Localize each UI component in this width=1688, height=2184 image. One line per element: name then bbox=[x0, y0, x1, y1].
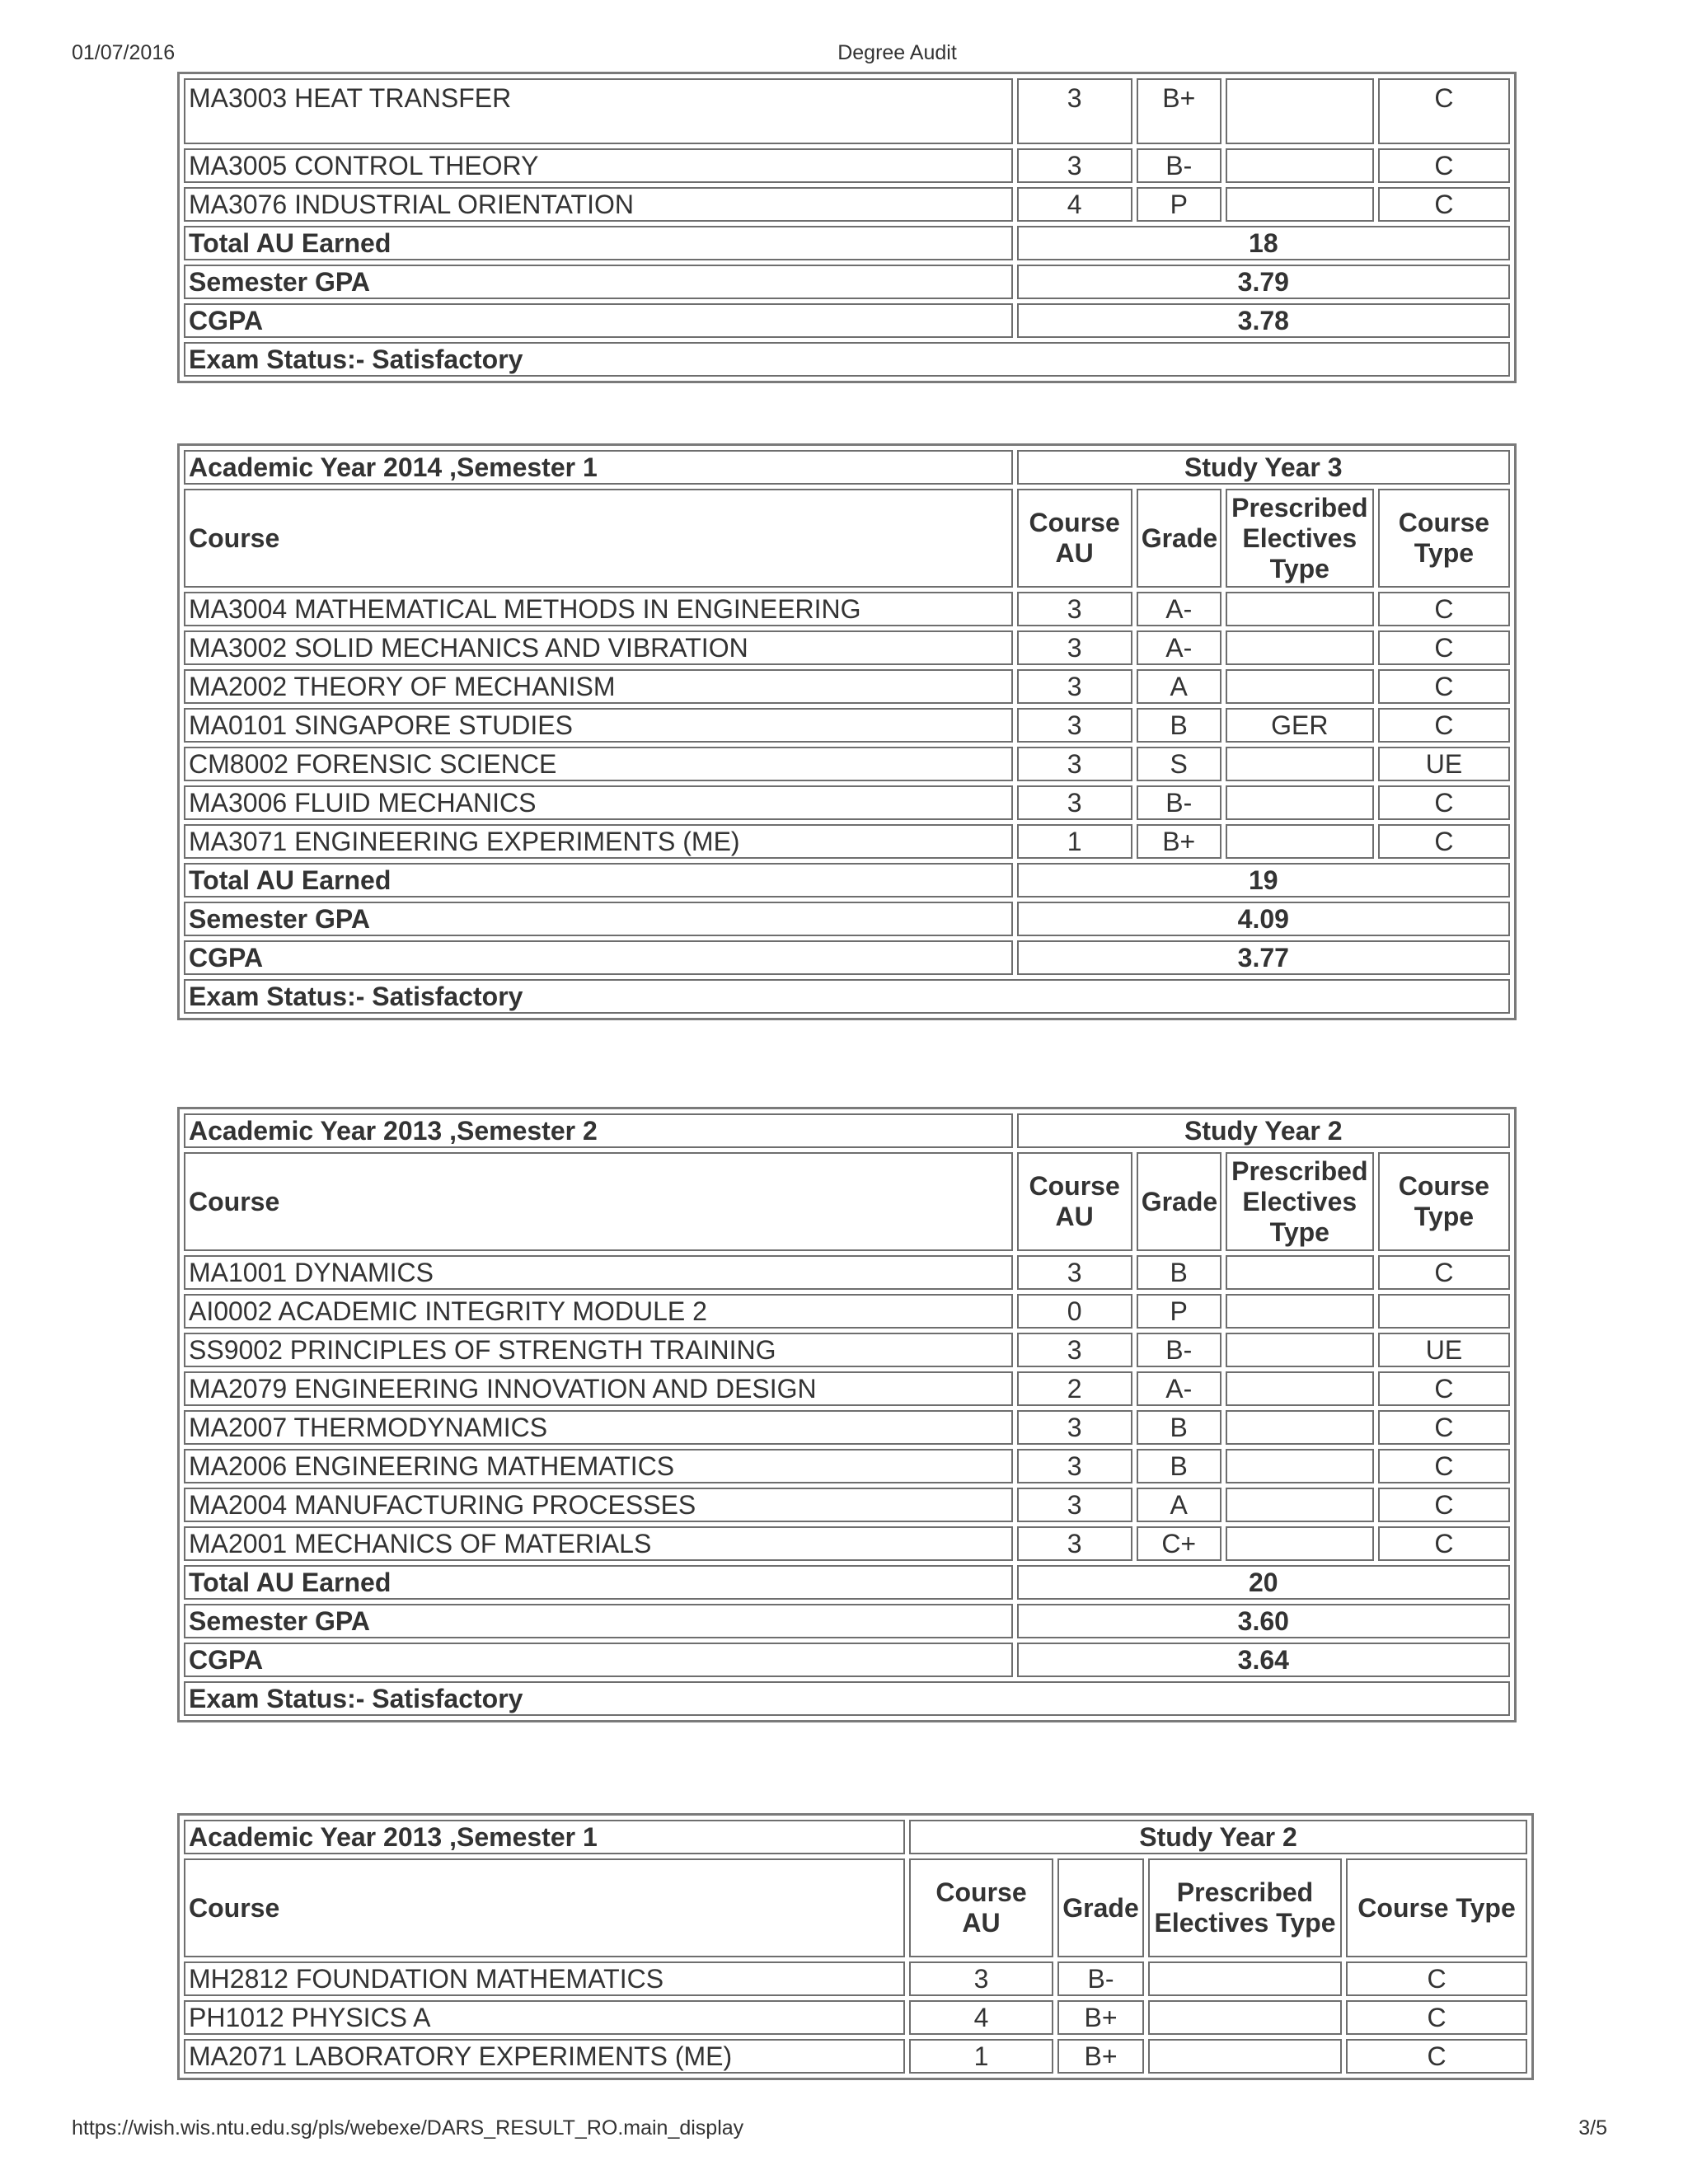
course-type: C bbox=[1346, 1961, 1527, 1996]
course-grade: A- bbox=[1137, 1371, 1221, 1406]
course-au: 3 bbox=[1017, 1333, 1132, 1367]
course-name: MA3004 MATHEMATICAL METHODS IN ENGINEERING bbox=[184, 592, 1013, 626]
course-type: C bbox=[1378, 1410, 1510, 1445]
table-row bbox=[184, 1371, 1510, 1406]
course-type: C bbox=[1378, 669, 1510, 704]
course-au: 1 bbox=[909, 2039, 1053, 2074]
cgpa-value: 3.64 bbox=[1017, 1643, 1510, 1677]
course-au: 3 bbox=[1017, 747, 1132, 781]
course-prescribed bbox=[1226, 78, 1374, 144]
exam-status: Exam Status:- Satisfactory bbox=[184, 979, 1510, 1014]
exam-status: Exam Status:- Satisfactory bbox=[184, 342, 1510, 377]
header-course-au: Course AU bbox=[1017, 489, 1132, 588]
course-type: C bbox=[1378, 1449, 1510, 1483]
course-au: 4 bbox=[1017, 187, 1132, 222]
course-name: MA0101 SINGAPORE STUDIES bbox=[184, 708, 1013, 743]
course-au: 2 bbox=[1017, 1371, 1132, 1406]
course-name: MA3002 SOLID MECHANICS AND VIBRATION bbox=[184, 630, 1013, 665]
table-row bbox=[184, 592, 1510, 626]
semester-table-2013-s2 bbox=[177, 1107, 1517, 1722]
course-name: MA2002 THEORY OF MECHANISM bbox=[184, 669, 1013, 704]
course-type bbox=[1378, 1294, 1510, 1329]
semester-table-continued bbox=[177, 72, 1517, 383]
course-grade: P bbox=[1137, 187, 1221, 222]
table-row bbox=[184, 1255, 1510, 1290]
course-type: C bbox=[1378, 785, 1510, 820]
course-prescribed bbox=[1226, 592, 1374, 626]
course-type: C bbox=[1378, 708, 1510, 743]
course-prescribed bbox=[1226, 630, 1374, 665]
semester-title: Academic Year 2013 ,Semester 2 bbox=[184, 1113, 1013, 1148]
course-grade: P bbox=[1137, 1294, 1221, 1329]
table-row bbox=[184, 1449, 1510, 1483]
course-prescribed bbox=[1148, 2039, 1342, 2074]
course-type: C bbox=[1378, 1526, 1510, 1561]
course-grade: A- bbox=[1137, 592, 1221, 626]
semester-title: Academic Year 2014 ,Semester 1 bbox=[184, 450, 1013, 485]
course-name: MA3005 CONTROL THEORY bbox=[184, 148, 1013, 183]
table-row bbox=[184, 708, 1510, 743]
course-name: MA2071 LABORATORY EXPERIMENTS (ME) bbox=[184, 2039, 905, 2074]
print-date: 01/07/2016 bbox=[72, 41, 176, 64]
cgpa-row bbox=[184, 1643, 1510, 1677]
course-name: AI0002 ACADEMIC INTEGRITY MODULE 2 bbox=[184, 1294, 1013, 1329]
table-row bbox=[184, 2000, 1527, 2035]
course-au: 3 bbox=[1017, 1255, 1132, 1290]
course-au: 3 bbox=[1017, 669, 1132, 704]
course-type: C bbox=[1378, 1371, 1510, 1406]
course-type: C bbox=[1378, 148, 1510, 183]
course-grade: S bbox=[1137, 747, 1221, 781]
table-row bbox=[184, 1526, 1510, 1561]
column-headers bbox=[184, 1858, 1527, 1957]
table-row bbox=[184, 187, 1510, 222]
header-course-type: Course Type bbox=[1378, 1152, 1510, 1251]
cgpa-value: 3.77 bbox=[1017, 940, 1510, 975]
course-prescribed bbox=[1226, 824, 1374, 859]
course-prescribed bbox=[1226, 148, 1374, 183]
semester-gpa-label: Semester GPA bbox=[184, 1604, 1013, 1638]
total-au-value: 20 bbox=[1017, 1565, 1510, 1600]
course-prescribed bbox=[1226, 1488, 1374, 1522]
table-row bbox=[184, 824, 1510, 859]
table-row bbox=[184, 1410, 1510, 1445]
course-au: 3 bbox=[909, 1961, 1053, 1996]
header-course-type: Course Type bbox=[1378, 489, 1510, 588]
course-au: 3 bbox=[1017, 785, 1132, 820]
course-name: PH1012 PHYSICS A bbox=[184, 2000, 905, 2035]
table-row bbox=[184, 747, 1510, 781]
header-grade: Grade bbox=[1137, 489, 1221, 588]
course-grade: B bbox=[1137, 1449, 1221, 1483]
course-grade: B- bbox=[1057, 1961, 1144, 1996]
course-name: MH2812 FOUNDATION MATHEMATICS bbox=[184, 1961, 905, 1996]
course-grade: A- bbox=[1137, 630, 1221, 665]
exam-status-row bbox=[184, 979, 1510, 1014]
study-year: Study Year 2 bbox=[1017, 1113, 1510, 1148]
course-name: MA2004 MANUFACTURING PROCESSES bbox=[184, 1488, 1013, 1522]
course-name: MA2007 THERMODYNAMICS bbox=[184, 1410, 1013, 1445]
course-prescribed bbox=[1148, 2000, 1342, 2035]
course-au: 3 bbox=[1017, 78, 1132, 144]
course-grade: C+ bbox=[1137, 1526, 1221, 1561]
course-au: 3 bbox=[1017, 592, 1132, 626]
page-number: 3/5 bbox=[1578, 2116, 1607, 2139]
course-name: CM8002 FORENSIC SCIENCE bbox=[184, 747, 1013, 781]
course-grade: B+ bbox=[1137, 78, 1221, 144]
semester-gpa-value: 3.60 bbox=[1017, 1604, 1510, 1638]
column-headers bbox=[184, 1152, 1510, 1251]
course-prescribed bbox=[1226, 1255, 1374, 1290]
total-au-label: Total AU Earned bbox=[184, 863, 1013, 898]
cgpa-row bbox=[184, 940, 1510, 975]
cgpa-label: CGPA bbox=[184, 1643, 1013, 1677]
semester-title-row bbox=[184, 1113, 1510, 1148]
semester-gpa-row bbox=[184, 265, 1510, 299]
course-prescribed bbox=[1226, 1449, 1374, 1483]
header-course: Course bbox=[184, 1152, 1013, 1251]
course-prescribed bbox=[1226, 1294, 1374, 1329]
total-au-value: 19 bbox=[1017, 863, 1510, 898]
semester-table-2013-s1 bbox=[177, 1813, 1534, 2080]
course-au: 4 bbox=[909, 2000, 1053, 2035]
course-name: MA3071 ENGINEERING EXPERIMENTS (ME) bbox=[184, 824, 1013, 859]
course-au: 0 bbox=[1017, 1294, 1132, 1329]
course-type: C bbox=[1378, 630, 1510, 665]
total-au-value: 18 bbox=[1017, 226, 1510, 260]
course-type: C bbox=[1378, 78, 1510, 144]
table-row bbox=[184, 2039, 1527, 2074]
header-prescribed: Prescribed Electives Type bbox=[1148, 1858, 1342, 1957]
course-prescribed bbox=[1226, 187, 1374, 222]
course-type: C bbox=[1346, 2000, 1527, 2035]
course-name: MA3006 FLUID MECHANICS bbox=[184, 785, 1013, 820]
course-au: 3 bbox=[1017, 630, 1132, 665]
total-au-row bbox=[184, 863, 1510, 898]
course-prescribed: GER bbox=[1226, 708, 1374, 743]
total-au-row bbox=[184, 226, 1510, 260]
course-au: 3 bbox=[1017, 1488, 1132, 1522]
semester-table-2014-s1 bbox=[177, 443, 1517, 1020]
course-grade: B bbox=[1137, 1410, 1221, 1445]
course-prescribed bbox=[1226, 747, 1374, 781]
header-grade: Grade bbox=[1137, 1152, 1221, 1251]
semester-title-row bbox=[184, 450, 1510, 485]
semester-gpa-label: Semester GPA bbox=[184, 265, 1013, 299]
table-row bbox=[184, 148, 1510, 183]
course-prescribed bbox=[1226, 1333, 1374, 1367]
course-au: 3 bbox=[1017, 1449, 1132, 1483]
course-grade: A bbox=[1137, 1488, 1221, 1522]
course-name: MA2001 MECHANICS OF MATERIALS bbox=[184, 1526, 1013, 1561]
course-grade: B+ bbox=[1057, 2039, 1144, 2074]
page-title: Degree Audit bbox=[837, 41, 957, 64]
course-type: C bbox=[1378, 1255, 1510, 1290]
header-course: Course bbox=[184, 489, 1013, 588]
course-au: 3 bbox=[1017, 1526, 1132, 1561]
header-course-au: Course AU bbox=[909, 1858, 1053, 1957]
course-type: C bbox=[1378, 187, 1510, 222]
course-au: 3 bbox=[1017, 148, 1132, 183]
exam-status: Exam Status:- Satisfactory bbox=[184, 1681, 1510, 1716]
course-prescribed bbox=[1226, 1410, 1374, 1445]
header-course-au: Course AU bbox=[1017, 1152, 1132, 1251]
cgpa-label: CGPA bbox=[184, 303, 1013, 338]
semester-title-row bbox=[184, 1820, 1527, 1854]
header-prescribed: Prescribed Electives Type bbox=[1226, 489, 1374, 588]
total-au-label: Total AU Earned bbox=[184, 1565, 1013, 1600]
course-name: MA3003 HEAT TRANSFER bbox=[184, 78, 1013, 144]
course-type: C bbox=[1378, 1488, 1510, 1522]
course-grade: A bbox=[1137, 669, 1221, 704]
course-grade: B- bbox=[1137, 785, 1221, 820]
cgpa-label: CGPA bbox=[184, 940, 1013, 975]
course-grade: B bbox=[1137, 708, 1221, 743]
study-year: Study Year 3 bbox=[1017, 450, 1510, 485]
table-row bbox=[184, 1333, 1510, 1367]
course-prescribed bbox=[1148, 1961, 1342, 1996]
semester-title: Academic Year 2013 ,Semester 1 bbox=[184, 1820, 905, 1854]
table-row bbox=[184, 630, 1510, 665]
header-prescribed: Prescribed Electives Type bbox=[1226, 1152, 1374, 1251]
semester-gpa-row bbox=[184, 902, 1510, 936]
course-name: MA2079 ENGINEERING INNOVATION AND DESIGN bbox=[184, 1371, 1013, 1406]
header-course: Course bbox=[184, 1858, 905, 1957]
course-grade: B+ bbox=[1057, 2000, 1144, 2035]
course-au: 3 bbox=[1017, 1410, 1132, 1445]
header-course-type: Course Type bbox=[1346, 1858, 1527, 1957]
table-row bbox=[184, 1294, 1510, 1329]
course-prescribed bbox=[1226, 1526, 1374, 1561]
column-headers bbox=[184, 489, 1510, 588]
course-au: 1 bbox=[1017, 824, 1132, 859]
total-au-row bbox=[184, 1565, 1510, 1600]
course-au: 3 bbox=[1017, 708, 1132, 743]
cgpa-value: 3.78 bbox=[1017, 303, 1510, 338]
semester-gpa-label: Semester GPA bbox=[184, 902, 1013, 936]
course-type: UE bbox=[1378, 1333, 1510, 1367]
course-grade: B- bbox=[1137, 148, 1221, 183]
semester-gpa-row bbox=[184, 1604, 1510, 1638]
header-grade: Grade bbox=[1057, 1858, 1144, 1957]
course-prescribed bbox=[1226, 785, 1374, 820]
cgpa-row bbox=[184, 303, 1510, 338]
table-row bbox=[184, 669, 1510, 704]
table-row bbox=[184, 1961, 1527, 1996]
course-type: UE bbox=[1378, 747, 1510, 781]
course-type: C bbox=[1378, 824, 1510, 859]
course-grade: B bbox=[1137, 1255, 1221, 1290]
study-year: Study Year 2 bbox=[909, 1820, 1527, 1854]
total-au-label: Total AU Earned bbox=[184, 226, 1013, 260]
semester-gpa-value: 4.09 bbox=[1017, 902, 1510, 936]
table-row bbox=[184, 785, 1510, 820]
course-prescribed bbox=[1226, 669, 1374, 704]
course-name: MA1001 DYNAMICS bbox=[184, 1255, 1013, 1290]
exam-status-row bbox=[184, 342, 1510, 377]
course-grade: B+ bbox=[1137, 824, 1221, 859]
course-name: SS9002 PRINCIPLES OF STRENGTH TRAINING bbox=[184, 1333, 1013, 1367]
course-type: C bbox=[1346, 2039, 1527, 2074]
exam-status-row bbox=[184, 1681, 1510, 1716]
course-name: MA3076 INDUSTRIAL ORIENTATION bbox=[184, 187, 1013, 222]
course-grade: B- bbox=[1137, 1333, 1221, 1367]
page-url: https://wish.wis.ntu.edu.sg/pls/webexe/DARS_RESULT_RO.main_display bbox=[72, 2116, 744, 2139]
course-prescribed bbox=[1226, 1371, 1374, 1406]
course-type: C bbox=[1378, 592, 1510, 626]
table-row bbox=[184, 1488, 1510, 1522]
table-row bbox=[184, 78, 1510, 144]
semester-gpa-value: 3.79 bbox=[1017, 265, 1510, 299]
course-name: MA2006 ENGINEERING MATHEMATICS bbox=[184, 1449, 1013, 1483]
